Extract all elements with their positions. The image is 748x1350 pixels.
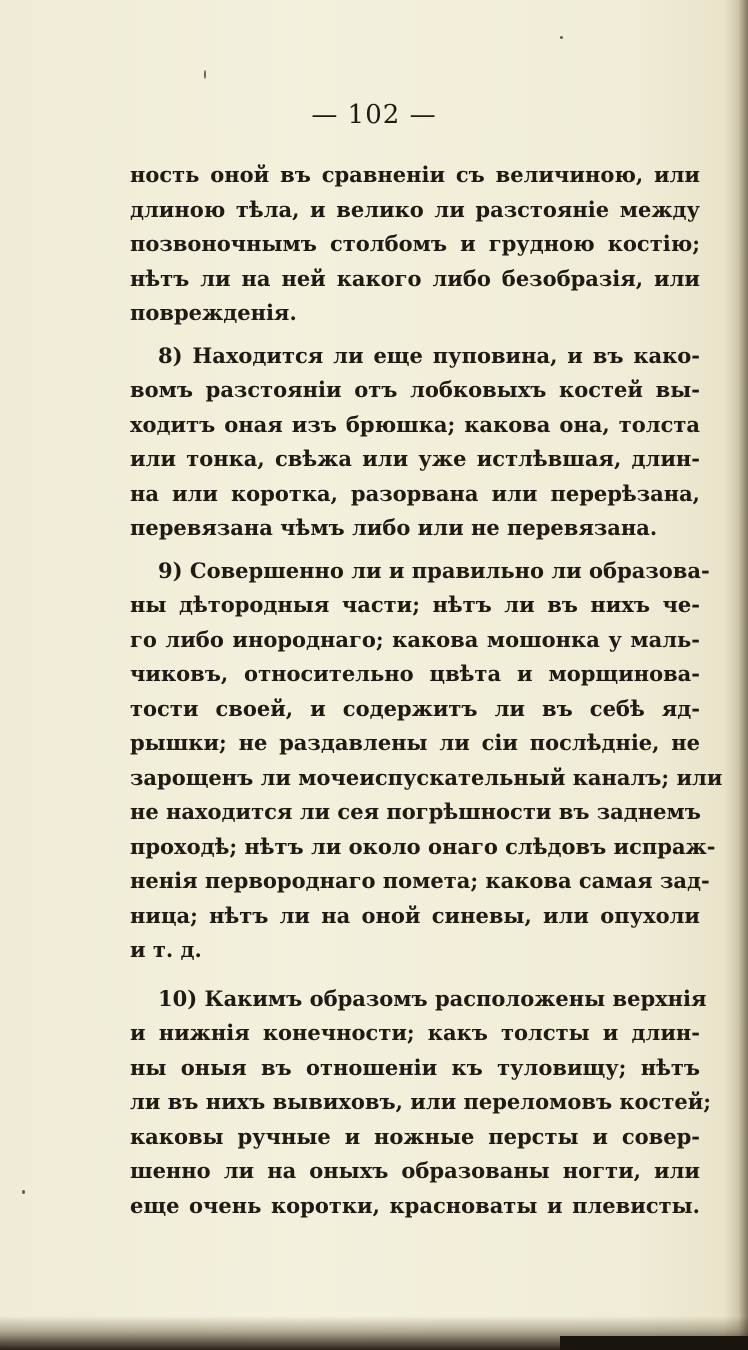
text-line: еще очень коротки, красноваты и плевисты.: [130, 1192, 700, 1218]
text-line: ли въ нихъ вывиховъ, или переломовъ костей;: [130, 1089, 712, 1114]
text-line: ненія первороднаго помета; какова самая зад-: [130, 868, 710, 893]
text-line: проходѣ; нѣтъ ли около онаго слѣдовъ испраж-: [130, 833, 716, 859]
paper-speck: [22, 1190, 25, 1194]
text-line: нѣтъ ли на ней какого либо безобразія, или: [130, 265, 700, 291]
text-line: ность оной въ сравненіи съ величиною, или: [130, 162, 700, 187]
text-line: поврежденія.: [130, 300, 297, 325]
paragraph-continuation: [130, 158, 700, 331]
text-line: ны оныя въ отношеніи къ туловищу; нѣтъ: [130, 1054, 700, 1080]
text-line: чиковъ, относительно цвѣта и морщинова-: [130, 661, 700, 686]
text-line: ница; нѣтъ ли на оной синевы, или опухоли: [130, 902, 700, 928]
text-line: 8) Находится ли еще пуповина, и въ како-: [158, 342, 700, 368]
page-number: — 102 —: [311, 100, 437, 130]
text-line: тости своей, и содержитъ ли въ себѣ яд-: [130, 695, 700, 721]
text-line: каковы ручные и ножные персты и совер-: [130, 1123, 700, 1149]
text-line: ходитъ оная изъ брюшка; какова она, толста: [130, 411, 700, 437]
text-line: на или коротка, разорвана или перерѣзана,: [130, 480, 700, 506]
text-line: шенно ли на оныхъ образованы ногти, или: [130, 1158, 700, 1183]
paragraph-item-8: [130, 339, 700, 546]
text-line: не находится ли сея погрѣшности въ заднемъ: [130, 799, 701, 824]
text-line: позвоночнымъ столбомъ и грудною костію;: [130, 231, 700, 256]
text-line: ны дѣтородныя части; нѣтъ ли въ нихъ че-: [130, 592, 700, 617]
text-line: длиною тѣла, и велико ли разстояніе между: [130, 196, 700, 222]
binding-strip: [560, 1336, 748, 1350]
paper-speck: [204, 70, 206, 79]
text-line: перевязана чѣмъ либо или не перевязана.: [130, 515, 658, 540]
page-edge-shadow-right: [724, 0, 748, 1350]
text-line: или тонка, свѣжа или уже истлѣвшая, длин-: [130, 446, 700, 471]
text-line: зарощенъ ли мочеиспускательный каналъ; или: [130, 764, 723, 790]
paragraph-item-10: [130, 982, 712, 1224]
paragraph-item-9: [130, 554, 723, 968]
text-line: 10) Какимъ образомъ расположены верхнія: [158, 985, 707, 1011]
text-line: и т. д.: [130, 937, 202, 962]
text-line: вомъ разстояніи отъ лобковыхъ костей вы-: [130, 377, 700, 402]
text-line: 9) Совершенно ли и правильно ли образова-: [158, 557, 710, 583]
body-text: [130, 158, 723, 1223]
paper-speck: [560, 36, 563, 39]
text-line: и нижнія конечности; какъ толсты и длин-: [130, 1020, 700, 1045]
text-line: го либо инороднаго; какова мошонка у маль-: [130, 626, 700, 652]
text-line: рышки; не раздавлены ли сіи послѣдніе, не: [130, 730, 700, 755]
